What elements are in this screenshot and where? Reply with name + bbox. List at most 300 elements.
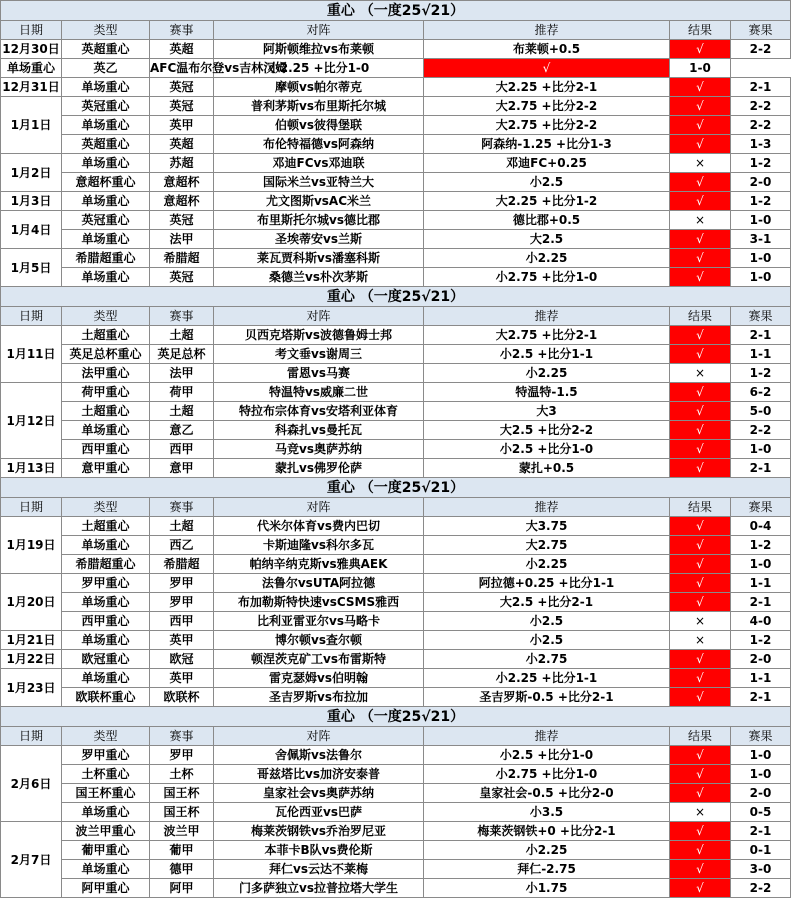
league-cell: 德甲 [150, 860, 214, 879]
date-cell: 1月21日 [1, 631, 62, 650]
table-row [1, 688, 791, 707]
table-row [1, 268, 791, 287]
recommendation-cell: 小2.5 [424, 612, 670, 631]
match-cell: 顿涅茨克矿工vs布雷斯特 [214, 650, 424, 669]
recommendation-cell: 大2.25 +比分1-2 [424, 192, 670, 211]
score-cell: 4-0 [731, 612, 791, 631]
score-cell: 1-0 [731, 555, 791, 574]
league-cell: 意超杯 [150, 192, 214, 211]
score-cell: 1-0 [731, 440, 791, 459]
match-cell: 莱瓦贾科斯vs潘塞科斯 [214, 249, 424, 268]
table-row [1, 135, 791, 154]
section-title-row [1, 1, 791, 21]
table-row [1, 173, 791, 192]
result-win-cell: √ [670, 135, 731, 154]
recommendation-cell: 大2.75 +比分2-2 [424, 97, 670, 116]
type-cell: 希腊超重心 [62, 249, 150, 268]
type-cell: 罗甲重心 [62, 574, 150, 593]
result-win-cell: √ [670, 669, 731, 688]
type-cell: 单场重心 [62, 192, 150, 211]
table-row [1, 154, 791, 173]
result-win-cell: √ [670, 268, 731, 287]
recommendation-cell: 大2.5 +比分2-1 [424, 593, 670, 612]
type-cell: 意甲重心 [62, 459, 150, 478]
date-cell: 1月23日 [1, 669, 62, 707]
recommendation-cell: 小2.25 +比分1-0 [214, 59, 424, 78]
table-row [1, 97, 791, 116]
match-cell: 圣吉罗斯vs布拉加 [214, 688, 424, 707]
match-cell: 帕纳辛纳克斯vs雅典AEK [214, 555, 424, 574]
date-cell: 1月3日 [1, 192, 62, 211]
section-title: 重心 （一度25√21） [1, 287, 791, 307]
result-win-cell: √ [670, 116, 731, 135]
result-win-cell: √ [670, 97, 731, 116]
match-cell: 代米尔体育vs费内巴切 [214, 517, 424, 536]
match-cell: 贝西克塔斯vs波德鲁姆士邦 [214, 326, 424, 345]
table-row [1, 211, 791, 230]
league-cell: 英冠 [150, 78, 214, 97]
result-win-cell: √ [670, 879, 731, 898]
date-header: 日期 [1, 727, 62, 746]
type-cell: 英冠重心 [62, 211, 150, 230]
table-row [1, 765, 791, 784]
league-cell: 英超 [150, 40, 214, 59]
result-win-cell: √ [670, 555, 731, 574]
result-header: 结果 [670, 498, 731, 517]
score-cell: 1-0 [731, 268, 791, 287]
table-row [1, 631, 791, 650]
match-cell: 皇家社会vs奥萨苏纳 [214, 784, 424, 803]
match-cell: 瓦伦西亚vs巴萨 [214, 803, 424, 822]
table-row [1, 40, 791, 59]
league-header: 赛事 [150, 307, 214, 326]
result-win-cell: √ [670, 230, 731, 249]
result-win-cell: √ [670, 249, 731, 268]
score-cell: 0-5 [731, 803, 791, 822]
league-cell: 西甲 [150, 440, 214, 459]
type-cell: 单场重心 [62, 154, 150, 173]
score-cell: 2-1 [731, 78, 791, 97]
type-cell: 西甲重心 [62, 440, 150, 459]
recommendation-cell: 小2.5 [424, 173, 670, 192]
date-cell: 1月2日 [1, 154, 62, 192]
score-cell: 1-1 [731, 669, 791, 688]
result-win-cell: √ [670, 192, 731, 211]
date-cell: 2月7日 [1, 822, 62, 898]
league-cell: 意超杯 [150, 173, 214, 192]
match-cell: 考文垂vs谢周三 [214, 345, 424, 364]
table-row [1, 879, 791, 898]
score-header: 赛果 [731, 21, 791, 40]
league-cell: 罗甲 [150, 574, 214, 593]
table-row [1, 421, 791, 440]
type-header: 类型 [62, 21, 150, 40]
recommendation-cell: 大2.75 +比分2-1 [424, 326, 670, 345]
match-header: 对阵 [214, 498, 424, 517]
recommendation-header: 推荐 [424, 21, 670, 40]
recommendation-cell: 皇家社会-0.5 +比分2-0 [424, 784, 670, 803]
column-header-row [1, 21, 791, 40]
section-title: 重心 （一度25√21） [1, 478, 791, 498]
match-cell: AFC温布尔登vs吉林汉姆 [150, 59, 214, 78]
recommendation-cell: 大3.75 [424, 517, 670, 536]
recommendation-cell: 小2.25 +比分1-1 [424, 669, 670, 688]
recommendation-cell: 小1.75 [424, 879, 670, 898]
column-header-row [1, 498, 791, 517]
result-win-cell: √ [670, 574, 731, 593]
result-win-cell: √ [670, 78, 731, 97]
score-cell: 2-2 [731, 97, 791, 116]
date-cell: 1月22日 [1, 650, 62, 669]
score-cell: 2-2 [731, 421, 791, 440]
league-header: 赛事 [150, 21, 214, 40]
result-header: 结果 [670, 727, 731, 746]
league-cell: 苏超 [150, 154, 214, 173]
league-cell: 阿甲 [150, 879, 214, 898]
table-row [1, 249, 791, 268]
score-cell: 1-2 [731, 631, 791, 650]
match-cell: 门多萨独立vs拉普拉塔大学生 [214, 879, 424, 898]
recommendation-cell: 阿森纳-1.25 +比分1-3 [424, 135, 670, 154]
league-cell: 英超 [150, 135, 214, 154]
recommendation-header: 推荐 [424, 498, 670, 517]
league-cell: 土杯 [150, 765, 214, 784]
league-cell: 英甲 [150, 116, 214, 135]
match-cell: 布加勒斯特快速vsCSMS雅西 [214, 593, 424, 612]
date-cell: 12月31日 [1, 78, 62, 97]
section-title: 重心 （一度25√21） [1, 707, 791, 727]
score-cell: 1-0 [731, 211, 791, 230]
result-win-cell: √ [670, 650, 731, 669]
section-title-row [1, 707, 791, 727]
section-title-row [1, 478, 791, 498]
match-cell: 卡斯迪隆vs科尔多瓦 [214, 536, 424, 555]
league-cell: 法甲 [150, 364, 214, 383]
table-row [1, 536, 791, 555]
score-cell: 1-0 [731, 746, 791, 765]
match-cell: 雷克瑟姆vs伯明翰 [214, 669, 424, 688]
type-cell: 荷甲重心 [62, 383, 150, 402]
recommendation-cell: 小2.25 [424, 249, 670, 268]
result-win-cell: √ [670, 421, 731, 440]
match-cell: 雷恩vs马赛 [214, 364, 424, 383]
type-cell: 罗甲重心 [62, 746, 150, 765]
match-cell: 伯顿vs彼得堡联 [214, 116, 424, 135]
table-row [1, 612, 791, 631]
date-cell: 1月12日 [1, 383, 62, 459]
league-cell: 英冠 [150, 97, 214, 116]
result-win-cell: √ [670, 345, 731, 364]
match-cell: 国际米兰vs亚特兰大 [214, 173, 424, 192]
type-cell: 土超重心 [62, 326, 150, 345]
score-cell: 2-1 [731, 326, 791, 345]
type-header: 类型 [62, 727, 150, 746]
score-cell: 1-2 [731, 192, 791, 211]
type-cell: 西甲重心 [62, 612, 150, 631]
score-cell: 2-1 [731, 459, 791, 478]
score-cell: 2-2 [731, 40, 791, 59]
date-header: 日期 [1, 498, 62, 517]
type-cell: 欧冠重心 [62, 650, 150, 669]
table-row [1, 803, 791, 822]
recommendation-cell: 大3 [424, 402, 670, 421]
date-cell: 1月1日 [1, 97, 62, 154]
result-lose-cell: × [670, 364, 731, 383]
match-cell: 本菲卡B队vs费伦斯 [214, 841, 424, 860]
type-cell: 英足总杯重心 [62, 345, 150, 364]
recommendation-cell: 大2.5 +比分2-2 [424, 421, 670, 440]
match-cell: 桑德兰vs朴次茅斯 [214, 268, 424, 287]
score-cell: 3-1 [731, 230, 791, 249]
section-title-row [1, 287, 791, 307]
result-win-cell: √ [670, 860, 731, 879]
type-cell: 单场重心 [62, 536, 150, 555]
recommendation-cell: 大2.75 +比分2-2 [424, 116, 670, 135]
league-cell: 土超 [150, 402, 214, 421]
league-cell: 英冠 [150, 268, 214, 287]
match-cell: 博尔顿vs查尔顿 [214, 631, 424, 650]
result-header: 结果 [670, 21, 731, 40]
league-cell: 波兰甲 [150, 822, 214, 841]
score-cell: 2-2 [731, 116, 791, 135]
type-cell: 土杯重心 [62, 765, 150, 784]
type-cell: 单场重心 [62, 268, 150, 287]
result-win-cell: √ [670, 536, 731, 555]
recommendation-cell: 德比郡+0.5 [424, 211, 670, 230]
type-cell: 土超重心 [62, 517, 150, 536]
recommendation-cell: 小3.5 [424, 803, 670, 822]
date-header: 日期 [1, 307, 62, 326]
score-cell: 1-2 [731, 536, 791, 555]
recommendation-cell: 小2.5 +比分1-1 [424, 345, 670, 364]
league-cell: 英足总杯 [150, 345, 214, 364]
league-cell: 国王杯 [150, 784, 214, 803]
result-header: 结果 [670, 307, 731, 326]
type-cell: 单场重心 [62, 860, 150, 879]
type-cell: 英冠重心 [62, 97, 150, 116]
score-cell: 0-1 [731, 841, 791, 860]
type-cell: 单场重心 [62, 78, 150, 97]
type-cell: 单场重心 [62, 631, 150, 650]
score-cell: 1-0 [731, 765, 791, 784]
type-header: 类型 [62, 498, 150, 517]
result-lose-cell: × [670, 612, 731, 631]
match-cell: 特温特vs威廉二世 [214, 383, 424, 402]
table-row [1, 650, 791, 669]
date-cell: 1月5日 [1, 249, 62, 287]
score-cell: 1-2 [731, 364, 791, 383]
date-cell: 1月4日 [1, 211, 62, 249]
score-cell: 0-4 [731, 517, 791, 536]
recommendation-cell: 拜仁-2.75 [424, 860, 670, 879]
date-cell: 1月13日 [1, 459, 62, 478]
result-win-cell: √ [424, 59, 670, 78]
type-cell: 单场重心 [62, 669, 150, 688]
match-cell: 拜仁vs云达不莱梅 [214, 860, 424, 879]
type-cell: 单场重心 [62, 230, 150, 249]
score-cell: 1-0 [731, 249, 791, 268]
recommendation-cell: 小2.5 +比分1-0 [424, 440, 670, 459]
recommendation-cell: 圣吉罗斯-0.5 +比分2-1 [424, 688, 670, 707]
match-cell: 哥兹塔比vs加济安泰普 [214, 765, 424, 784]
table-row [1, 860, 791, 879]
table-row [1, 383, 791, 402]
score-cell: 6-2 [731, 383, 791, 402]
table-row [1, 841, 791, 860]
league-header: 赛事 [150, 727, 214, 746]
match-header: 对阵 [214, 307, 424, 326]
match-cell: 舍佩斯vs法鲁尔 [214, 746, 424, 765]
table-row [1, 230, 791, 249]
result-win-cell: √ [670, 326, 731, 345]
recommendation-cell: 小2.75 [424, 650, 670, 669]
recommendation-cell: 大2.5 [424, 230, 670, 249]
recommendation-cell: 布莱顿+0.5 [424, 40, 670, 59]
recommendation-cell: 大2.75 [424, 536, 670, 555]
type-cell: 单场重心 [62, 593, 150, 612]
league-cell: 意乙 [150, 421, 214, 440]
score-cell: 1-3 [731, 135, 791, 154]
league-cell: 土超 [150, 517, 214, 536]
recommendation-cell: 阿拉德+0.25 +比分1-1 [424, 574, 670, 593]
match-cell: 摩顿vs帕尔蒂克 [214, 78, 424, 97]
league-cell: 欧冠 [150, 650, 214, 669]
table-row [1, 364, 791, 383]
recommendation-cell: 特温特-1.5 [424, 383, 670, 402]
result-win-cell: √ [670, 459, 731, 478]
league-cell: 土超 [150, 326, 214, 345]
score-cell: 1-1 [731, 345, 791, 364]
table-row [1, 116, 791, 135]
table-row [1, 440, 791, 459]
score-header: 赛果 [731, 727, 791, 746]
league-cell: 西乙 [150, 536, 214, 555]
date-cell: 12月30日 [1, 40, 62, 59]
table-row [1, 822, 791, 841]
match-cell: 布伦特福德vs阿森纳 [214, 135, 424, 154]
recommendation-cell: 蒙扎+0.5 [424, 459, 670, 478]
league-cell: 英乙 [62, 59, 150, 78]
table-row [1, 192, 791, 211]
type-cell: 土超重心 [62, 402, 150, 421]
recommendation-cell: 小2.75 +比分1-0 [424, 268, 670, 287]
league-cell: 罗甲 [150, 593, 214, 612]
date-cell: 1月19日 [1, 517, 62, 574]
result-win-cell: √ [670, 822, 731, 841]
score-cell: 1-2 [731, 154, 791, 173]
type-cell: 法甲重心 [62, 364, 150, 383]
league-cell: 意甲 [150, 459, 214, 478]
table-row [1, 78, 791, 97]
match-cell: 尤文图斯vsAC米兰 [214, 192, 424, 211]
recommendation-cell: 大2.25 +比分2-1 [424, 78, 670, 97]
score-cell: 2-0 [731, 173, 791, 192]
score-cell: 2-0 [731, 650, 791, 669]
match-cell: 特拉布宗体育vs安塔利亚体育 [214, 402, 424, 421]
table-row [1, 746, 791, 765]
recommendation-cell: 小2.25 [424, 555, 670, 574]
type-cell: 英超重心 [62, 40, 150, 59]
date-cell: 1月11日 [1, 326, 62, 383]
table-row [1, 669, 791, 688]
type-cell: 葡甲重心 [62, 841, 150, 860]
league-cell: 国王杯 [150, 803, 214, 822]
table-row [1, 345, 791, 364]
table-row [1, 402, 791, 421]
match-cell: 马竞vs奥萨苏纳 [214, 440, 424, 459]
league-cell: 希腊超 [150, 249, 214, 268]
match-cell: 蒙扎vs佛罗伦萨 [214, 459, 424, 478]
recommendation-cell: 小2.5 +比分1-0 [424, 746, 670, 765]
type-cell: 单场重心 [62, 421, 150, 440]
type-cell: 单场重心 [1, 59, 62, 78]
result-win-cell: √ [670, 383, 731, 402]
type-cell: 单场重心 [62, 116, 150, 135]
table-row [1, 59, 791, 78]
result-win-cell: √ [670, 40, 731, 59]
score-cell: 2-0 [731, 784, 791, 803]
result-win-cell: √ [670, 517, 731, 536]
score-cell: 2-1 [731, 822, 791, 841]
date-cell: 1月20日 [1, 574, 62, 631]
match-header: 对阵 [214, 21, 424, 40]
type-header: 类型 [62, 307, 150, 326]
date-header: 日期 [1, 21, 62, 40]
match-header: 对阵 [214, 727, 424, 746]
league-cell: 英冠 [150, 211, 214, 230]
recommendation-cell: 小2.25 [424, 841, 670, 860]
recommendation-cell: 小2.25 [424, 364, 670, 383]
match-cell: 科森扎vs曼托瓦 [214, 421, 424, 440]
recommendation-cell: 邓迪FC+0.25 [424, 154, 670, 173]
table-row [1, 593, 791, 612]
match-cell: 比利亚雷亚尔vs马略卡 [214, 612, 424, 631]
score-cell: 2-1 [731, 688, 791, 707]
score-cell: 2-2 [731, 879, 791, 898]
match-cell: 圣埃蒂安vs兰斯 [214, 230, 424, 249]
league-header: 赛事 [150, 498, 214, 517]
match-cell: 法鲁尔vsUTA阿拉德 [214, 574, 424, 593]
score-header: 赛果 [731, 307, 791, 326]
score-cell: 5-0 [731, 402, 791, 421]
result-win-cell: √ [670, 440, 731, 459]
result-lose-cell: × [670, 154, 731, 173]
column-header-row [1, 307, 791, 326]
type-cell: 国王杯重心 [62, 784, 150, 803]
result-win-cell: √ [670, 784, 731, 803]
result-win-cell: √ [670, 688, 731, 707]
match-cell: 邓迪FCvs邓迪联 [214, 154, 424, 173]
score-cell: 1-1 [731, 574, 791, 593]
table-row [1, 574, 791, 593]
result-lose-cell: × [670, 803, 731, 822]
score-header: 赛果 [731, 498, 791, 517]
league-cell: 西甲 [150, 612, 214, 631]
result-win-cell: √ [670, 841, 731, 860]
table-row [1, 555, 791, 574]
match-cell: 布里斯托尔城vs德比郡 [214, 211, 424, 230]
recommendation-header: 推荐 [424, 307, 670, 326]
result-win-cell: √ [670, 765, 731, 784]
match-cell: 阿斯顿维拉vs布莱顿 [214, 40, 424, 59]
result-win-cell: √ [670, 593, 731, 612]
league-cell: 法甲 [150, 230, 214, 249]
date-cell: 2月6日 [1, 746, 62, 822]
column-header-row [1, 727, 791, 746]
result-lose-cell: × [670, 211, 731, 230]
table-row [1, 517, 791, 536]
type-cell: 阿甲重心 [62, 879, 150, 898]
